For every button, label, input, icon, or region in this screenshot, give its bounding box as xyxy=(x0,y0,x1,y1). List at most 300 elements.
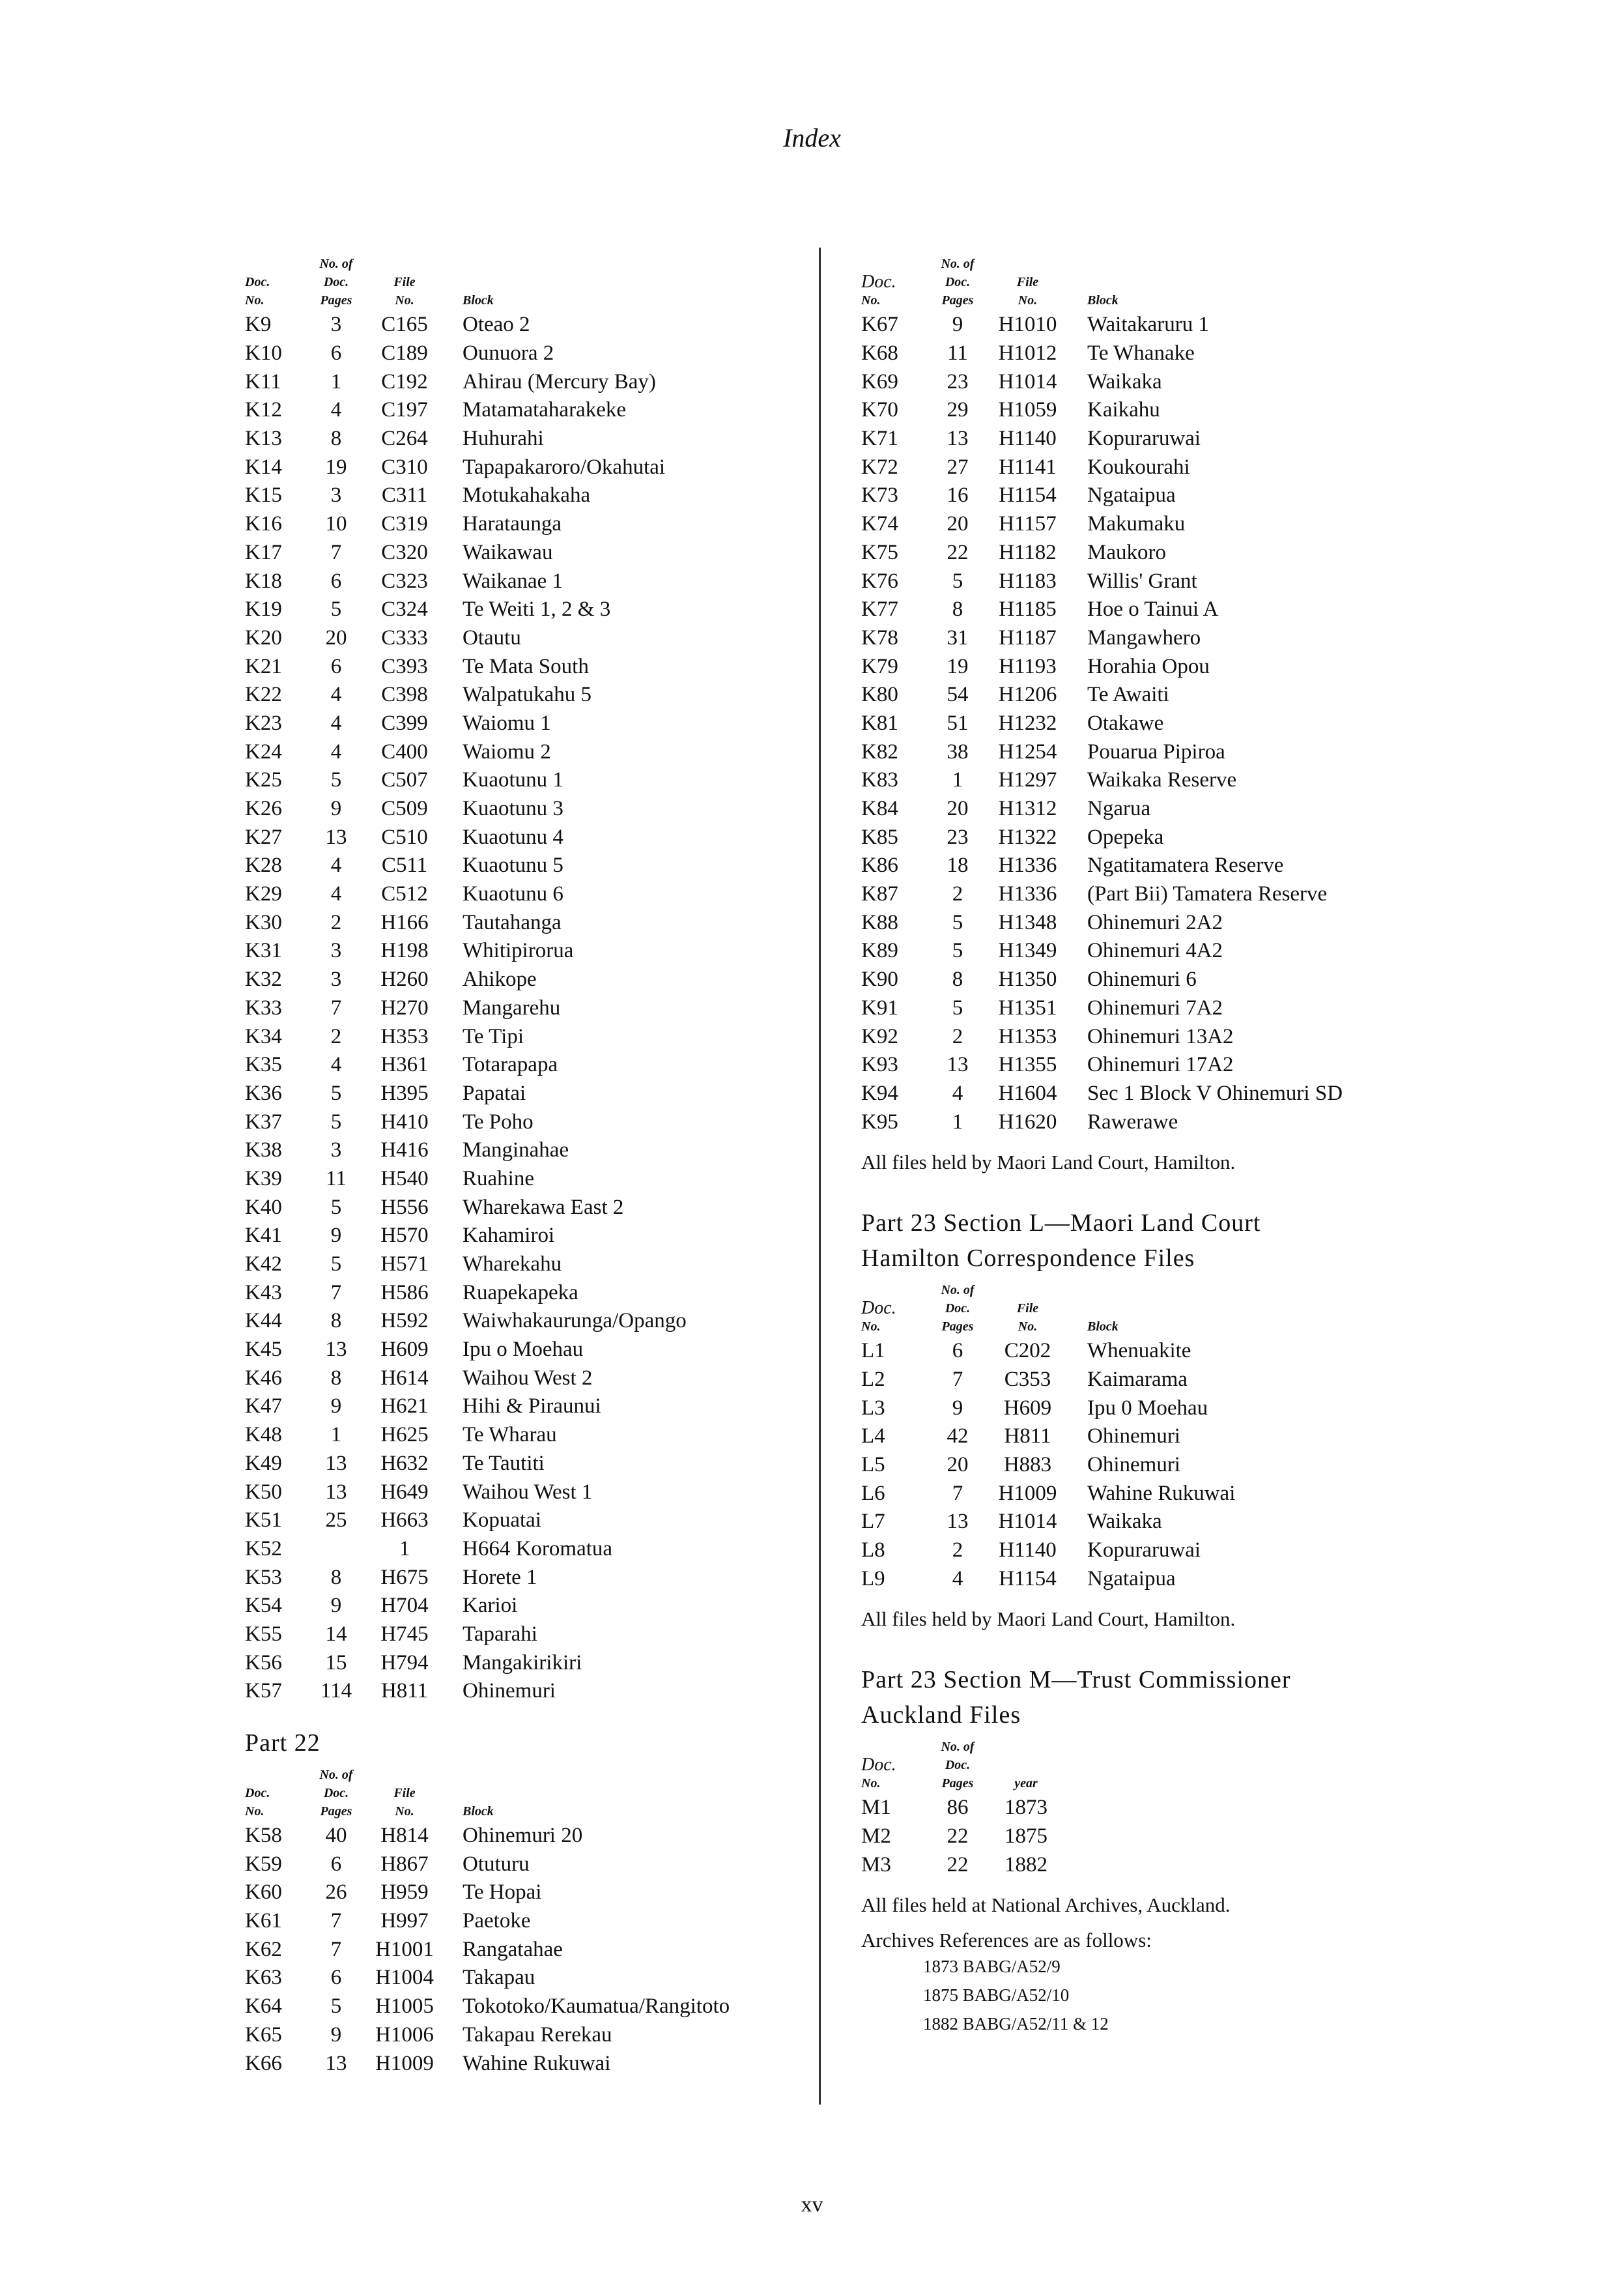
block-name: Opepeka xyxy=(1087,825,1164,849)
table-row xyxy=(245,482,792,510)
table-row xyxy=(245,1364,792,1392)
doc-pages: 6 xyxy=(330,569,342,593)
doc-number: K80 xyxy=(861,683,898,707)
table-row xyxy=(861,1108,1447,1136)
file-number: H1001 xyxy=(375,1937,434,1961)
table-row xyxy=(861,652,1447,681)
block-name: Ngarua xyxy=(1087,797,1151,821)
block-name: Ngataipua xyxy=(1087,483,1176,508)
doc-pages: 11 xyxy=(947,341,968,366)
table-row xyxy=(861,710,1447,738)
file-number: H814 xyxy=(380,1824,429,1848)
table-row xyxy=(861,766,1447,795)
block-name: Ngatitamatera Reserve xyxy=(1087,854,1284,878)
file-number: H1350 xyxy=(998,968,1057,992)
doc-number: K16 xyxy=(245,512,282,536)
block-name: Waitakaruru 1 xyxy=(1087,313,1210,337)
doc-pages: 19 xyxy=(947,654,969,678)
table-row xyxy=(861,1394,1447,1422)
doc-pages: 7 xyxy=(330,1280,342,1304)
header-file: File No. xyxy=(393,275,416,308)
header-pages: No. of Doc. Pages xyxy=(941,257,975,308)
doc-pages: 10 xyxy=(325,512,347,536)
file-number: C197 xyxy=(381,398,428,422)
block-name: Kaimarama xyxy=(1087,1367,1188,1391)
doc-pages: 5 xyxy=(330,768,342,792)
table-row xyxy=(245,1822,792,1850)
table-row xyxy=(245,2049,792,2078)
doc-pages: 8 xyxy=(330,427,342,451)
doc-number: K39 xyxy=(245,1166,282,1190)
doc-pages: 6 xyxy=(330,341,342,366)
doc-pages: 22 xyxy=(947,1852,969,1877)
doc-number: K52 xyxy=(245,1536,282,1561)
file-number: H632 xyxy=(380,1451,429,1475)
table-row xyxy=(245,1535,792,1564)
table-row xyxy=(861,880,1447,909)
file-number: H1322 xyxy=(998,825,1057,849)
block-name: Ruahine xyxy=(463,1166,534,1190)
table-row xyxy=(245,1051,792,1080)
block-name: Ounuora 2 xyxy=(463,341,554,366)
doc-pages: 7 xyxy=(330,540,342,564)
block-name: Te Tautiti xyxy=(463,1451,545,1475)
file-number: H570 xyxy=(380,1224,429,1248)
doc-number: M1 xyxy=(861,1796,891,1820)
table-row xyxy=(245,908,792,937)
part22-table-header xyxy=(245,1761,792,1820)
file-number: H1187 xyxy=(999,626,1057,650)
doc-pages: 9 xyxy=(952,313,963,337)
block-name: Mangakirikiri xyxy=(463,1650,582,1675)
table-row xyxy=(861,1822,1447,1851)
file-number: C400 xyxy=(381,740,428,764)
file-number: C323 xyxy=(381,569,428,593)
table-row xyxy=(245,710,792,738)
doc-number: K65 xyxy=(245,2022,282,2047)
doc-number: K84 xyxy=(861,797,898,821)
doc-number: K9 xyxy=(245,313,272,337)
table-header xyxy=(861,244,1447,309)
doc-number: K53 xyxy=(245,1565,282,1589)
table-row xyxy=(861,681,1447,710)
file-number: H811 xyxy=(1004,1424,1051,1448)
header-file: File No. xyxy=(393,1785,416,1819)
table-row xyxy=(245,1108,792,1136)
file-number: H540 xyxy=(380,1166,429,1190)
block-name: Otakawe xyxy=(1087,711,1164,735)
file-number: H1349 xyxy=(998,939,1057,963)
doc-number: K15 xyxy=(245,483,282,508)
block-name: Huhurahi xyxy=(463,427,544,451)
table-row xyxy=(245,652,792,681)
table-row xyxy=(861,596,1447,624)
file-number: C264 xyxy=(381,427,428,451)
doc-number: K49 xyxy=(245,1451,282,1475)
table-row xyxy=(245,311,792,339)
table-row xyxy=(861,738,1447,766)
header-pages: No. of Doc. Pages xyxy=(319,1767,353,1819)
doc-pages: 5 xyxy=(952,996,963,1020)
doc-number: L8 xyxy=(861,1538,885,1562)
block-name: Te Mata South xyxy=(463,654,589,678)
file-number: C393 xyxy=(381,654,428,678)
doc-number: K93 xyxy=(861,1053,898,1077)
doc-pages: 22 xyxy=(947,1824,969,1848)
block-name: Harataunga xyxy=(463,512,562,536)
block-name: Oteao 2 xyxy=(463,313,530,337)
doc-pages: 13 xyxy=(325,1338,347,1362)
table-row xyxy=(245,795,792,824)
block-name: Kuaotunu 5 xyxy=(463,854,563,878)
table-header xyxy=(245,244,792,309)
doc-number: K44 xyxy=(245,1309,282,1333)
file-number: H1014 xyxy=(998,1510,1057,1534)
block-name: Papatai xyxy=(463,1081,526,1105)
table-row xyxy=(245,1022,792,1051)
table-row xyxy=(861,1536,1447,1565)
doc-number: K62 xyxy=(245,1937,282,1961)
file-number: H675 xyxy=(380,1565,429,1589)
file-number: H1006 xyxy=(375,2022,434,2047)
table-row xyxy=(245,1563,792,1592)
doc-pages: 20 xyxy=(947,512,969,536)
doc-pages: 5 xyxy=(952,939,963,963)
doc-pages: 4 xyxy=(330,882,342,906)
doc-number: K71 xyxy=(861,427,898,451)
block-name: Waiwhakaurunga/Opango xyxy=(463,1309,687,1333)
archives-ref: 1875 BABG/A52/10 xyxy=(923,1985,1070,2006)
doc-pages: 3 xyxy=(330,1138,342,1162)
doc-number: K36 xyxy=(245,1081,282,1105)
block-name: Ruapekapeka xyxy=(463,1280,578,1304)
block-name: Totarapapa xyxy=(463,1053,558,1077)
doc-pages: 4 xyxy=(330,398,342,422)
year: 1873 xyxy=(1004,1796,1047,1820)
block-name: Tautahanga xyxy=(463,910,562,934)
doc-pages: 5 xyxy=(952,569,963,593)
file-number: H663 xyxy=(380,1508,429,1532)
doc-number: K70 xyxy=(861,398,898,422)
block-name: Wahine Rukuwai xyxy=(463,2051,611,2075)
table-row xyxy=(245,852,792,880)
table-row xyxy=(861,795,1447,824)
file-number: H1183 xyxy=(999,569,1057,593)
doc-pages: 42 xyxy=(947,1424,969,1448)
doc-number: K90 xyxy=(861,968,898,992)
block-name: (Part Bii) Tamatera Reserve xyxy=(1087,882,1328,906)
doc-pages: 8 xyxy=(952,597,963,622)
block-name: Ahikope xyxy=(463,968,537,992)
doc-pages: 5 xyxy=(330,1081,342,1105)
doc-number: K68 xyxy=(861,341,898,366)
doc-pages: 54 xyxy=(947,683,969,707)
doc-pages: 5 xyxy=(330,1110,342,1134)
doc-number: K45 xyxy=(245,1338,282,1362)
doc-pages: 31 xyxy=(947,626,969,650)
table-row xyxy=(245,1136,792,1165)
header-doc: Doc. No. xyxy=(861,272,896,308)
doc-pages: 3 xyxy=(330,313,342,337)
doc-number: K11 xyxy=(245,369,281,394)
doc-pages: 9 xyxy=(330,1224,342,1248)
header-doc: Doc. No. xyxy=(245,275,270,308)
doc-pages: 38 xyxy=(947,740,969,764)
doc-pages: 11 xyxy=(326,1166,347,1190)
file-number: C324 xyxy=(381,597,428,622)
block-name: Ahirau (Mercury Bay) xyxy=(463,369,656,394)
file-number: C319 xyxy=(381,512,428,536)
doc-number: K66 xyxy=(245,2051,282,2075)
doc-pages: 7 xyxy=(330,996,342,1020)
block-name: Waikaka Reserve xyxy=(1087,768,1237,792)
doc-number: K61 xyxy=(245,1909,282,1933)
doc-number: K29 xyxy=(245,882,282,906)
block-name: Horahia Opou xyxy=(1087,654,1210,678)
table-row xyxy=(861,852,1447,880)
table-row xyxy=(245,1478,792,1506)
sectionL-table-body xyxy=(861,1337,1447,1593)
doc-pages: 16 xyxy=(947,483,969,508)
table-row xyxy=(245,624,792,653)
doc-number: K33 xyxy=(245,996,282,1020)
block-name: Tokotoko/Kaumatua/Rangitoto xyxy=(463,1994,730,2019)
doc-number: K89 xyxy=(861,939,898,963)
file-number: H614 xyxy=(380,1366,429,1390)
file-number: C311 xyxy=(381,483,428,508)
doc-pages: 1 xyxy=(952,768,963,792)
header-pages: No. of Doc. Pages xyxy=(941,1282,975,1334)
block-name: Kuaotunu 1 xyxy=(463,768,563,792)
table-row xyxy=(861,1337,1447,1366)
doc-pages: 6 xyxy=(330,1852,342,1876)
file-number: C507 xyxy=(381,768,428,792)
table-row xyxy=(245,1278,792,1307)
block-name: Taparahi xyxy=(463,1622,537,1646)
table-row xyxy=(861,1479,1447,1508)
block-name: Waihou West 1 xyxy=(463,1480,593,1504)
doc-number: K37 xyxy=(245,1110,282,1134)
archives-refs-list xyxy=(861,1952,1447,2038)
table-row xyxy=(245,1307,792,1336)
block-name: Pouarua Pipiroa xyxy=(1087,740,1225,764)
table-row xyxy=(245,1392,792,1421)
block-name: Te Hopai xyxy=(463,1880,542,1905)
doc-pages: 13 xyxy=(947,1053,969,1077)
file-number: H416 xyxy=(380,1138,429,1162)
table-row xyxy=(861,425,1447,453)
doc-number: K85 xyxy=(861,825,898,849)
file-number: C398 xyxy=(381,683,428,707)
table-row xyxy=(861,453,1447,482)
file-number: H745 xyxy=(380,1622,429,1646)
file-number: H1182 xyxy=(999,540,1057,564)
file-number: H1353 xyxy=(998,1024,1057,1048)
block-name: Waikaka xyxy=(1087,1510,1162,1534)
table-row xyxy=(861,1022,1447,1051)
block-name: Ohinemuri xyxy=(463,1679,556,1703)
block-name: Mangawhero xyxy=(1087,626,1201,650)
file-number: H609 xyxy=(380,1338,429,1362)
table-row xyxy=(245,1450,792,1478)
doc-number: K18 xyxy=(245,569,282,593)
file-number: H959 xyxy=(380,1880,429,1905)
file-number: H1355 xyxy=(998,1053,1057,1077)
block-name: Whitipirorua xyxy=(463,939,574,963)
file-number: H1140 xyxy=(999,427,1057,451)
doc-pages: 4 xyxy=(330,711,342,735)
doc-pages: 2 xyxy=(330,910,342,934)
table-row xyxy=(245,1222,792,1250)
doc-number: M2 xyxy=(861,1824,891,1848)
file-number: H1312 xyxy=(998,797,1057,821)
table-row xyxy=(861,339,1447,368)
table-row xyxy=(861,1508,1447,1536)
page-title: Index xyxy=(783,123,841,152)
doc-number: K88 xyxy=(861,910,898,934)
file-number: C192 xyxy=(381,369,428,394)
block-name: Sec 1 Block V Ohinemuri SD xyxy=(1087,1081,1343,1105)
block-name: Waikaka xyxy=(1087,369,1162,394)
doc-pages: 9 xyxy=(952,1396,963,1420)
table-row xyxy=(245,1677,792,1706)
block-name: Waiomu 2 xyxy=(463,740,551,764)
file-number: H1232 xyxy=(998,711,1057,735)
block-name: Otautu xyxy=(463,626,521,650)
doc-number: K51 xyxy=(245,1508,282,1532)
file-number: C333 xyxy=(381,626,428,650)
file-number: C512 xyxy=(381,882,428,906)
table-row xyxy=(245,453,792,482)
file-number: H1206 xyxy=(998,683,1057,707)
table-row xyxy=(861,937,1447,966)
file-number: H1140 xyxy=(999,1538,1057,1562)
block-name: Kopuatai xyxy=(463,1508,541,1532)
table-row xyxy=(245,681,792,710)
doc-pages: 13 xyxy=(325,1480,347,1504)
file-number: H260 xyxy=(380,968,429,992)
table-row xyxy=(245,1080,792,1108)
doc-pages: 13 xyxy=(947,1510,969,1534)
table-row xyxy=(245,1421,792,1450)
file-number: C510 xyxy=(381,825,428,849)
file-number: H997 xyxy=(380,1909,429,1933)
sectionM-heading: Part 23 Section M—Trust Commissioner Auckland Files xyxy=(861,1666,1291,1729)
table-row xyxy=(861,510,1447,539)
table-row xyxy=(861,1564,1447,1593)
table-row xyxy=(245,339,792,368)
header-block: Block xyxy=(1087,1319,1118,1334)
right-table-body xyxy=(861,311,1447,1136)
block-name: Kopuraruwai xyxy=(1087,427,1201,451)
file-number: H1012 xyxy=(998,341,1057,366)
doc-number: L1 xyxy=(861,1339,885,1363)
doc-pages: 4 xyxy=(330,740,342,764)
doc-number: K28 xyxy=(245,854,282,878)
table-row xyxy=(245,1850,792,1878)
table-row xyxy=(245,1592,792,1620)
file-number: H1193 xyxy=(999,654,1057,678)
file-number: C189 xyxy=(381,341,428,366)
doc-pages: 13 xyxy=(325,2051,347,2075)
year: 1875 xyxy=(1004,1824,1047,1848)
doc-number: K56 xyxy=(245,1650,282,1675)
table-row xyxy=(245,2021,792,2050)
archives-refs-intro: Archives References are as follows: xyxy=(861,1929,1152,1952)
file-number: H1254 xyxy=(998,740,1057,764)
doc-pages: 13 xyxy=(325,825,347,849)
doc-number: K46 xyxy=(245,1366,282,1390)
file-number: C353 xyxy=(1004,1367,1051,1391)
block-name: Ipu o Moehau xyxy=(463,1338,584,1362)
file-number: H571 xyxy=(380,1252,429,1276)
header-block: Block xyxy=(1087,293,1118,308)
table-row xyxy=(245,596,792,624)
table-row xyxy=(245,396,792,425)
doc-number: K35 xyxy=(245,1053,282,1077)
doc-number: K72 xyxy=(861,455,898,479)
block-name: Te Tipi xyxy=(463,1024,524,1048)
doc-number: K38 xyxy=(245,1138,282,1162)
doc-number: K76 xyxy=(861,569,898,593)
doc-number: K13 xyxy=(245,427,282,451)
file-number: H1185 xyxy=(999,597,1057,622)
sectionL-heading: Part 23 Section L—Maori Land Court Hamilton Correspondence Files xyxy=(861,1209,1261,1272)
doc-pages: 51 xyxy=(947,711,969,735)
doc-pages: 3 xyxy=(330,483,342,508)
file-number: H649 xyxy=(380,1480,429,1504)
left-table-body xyxy=(245,311,792,1706)
header-pages: No. of Doc. Pages xyxy=(319,257,353,308)
doc-pages: 8 xyxy=(330,1366,342,1390)
table-row xyxy=(245,567,792,596)
doc-number: K54 xyxy=(245,1594,282,1618)
sectionM-table-header xyxy=(861,1733,1447,1792)
doc-number: K43 xyxy=(245,1280,282,1304)
block-name: Te Poho xyxy=(463,1110,534,1134)
file-number: H592 xyxy=(380,1309,429,1333)
file-number: H1004 xyxy=(375,1966,434,1990)
table-row xyxy=(861,966,1447,994)
column-divider xyxy=(819,248,821,2105)
doc-number: K47 xyxy=(245,1394,282,1418)
page-folio: xv xyxy=(801,2193,823,2217)
block-name: Makumaku xyxy=(1087,512,1186,536)
table-row xyxy=(861,908,1447,937)
block-name: Ohinemuri 13A2 xyxy=(1087,1024,1234,1048)
doc-number: L3 xyxy=(861,1396,885,1420)
file-number: H867 xyxy=(380,1852,429,1876)
doc-number: K50 xyxy=(245,1480,282,1504)
file-number: H1157 xyxy=(999,512,1057,536)
block-name: Rawerawe xyxy=(1087,1110,1178,1134)
block-name: Willis' Grant xyxy=(1087,569,1197,593)
file-number: H1005 xyxy=(375,1994,434,2019)
doc-number: K82 xyxy=(861,740,898,764)
archives-ref: 1882 BABG/A52/11 & 12 xyxy=(923,2014,1109,2034)
table-row xyxy=(245,367,792,396)
header-file: File No. xyxy=(1016,275,1039,308)
table-row xyxy=(245,880,792,909)
doc-pages: 1 xyxy=(330,1423,342,1447)
doc-number: K64 xyxy=(245,1994,282,2019)
block-name: Kaikahu xyxy=(1087,398,1160,422)
block-name: Ngataipua xyxy=(1087,1566,1176,1590)
table-row xyxy=(245,766,792,795)
doc-number: K81 xyxy=(861,711,898,735)
sectionL-table-header xyxy=(861,1276,1447,1336)
doc-pages: 9 xyxy=(330,1594,342,1618)
